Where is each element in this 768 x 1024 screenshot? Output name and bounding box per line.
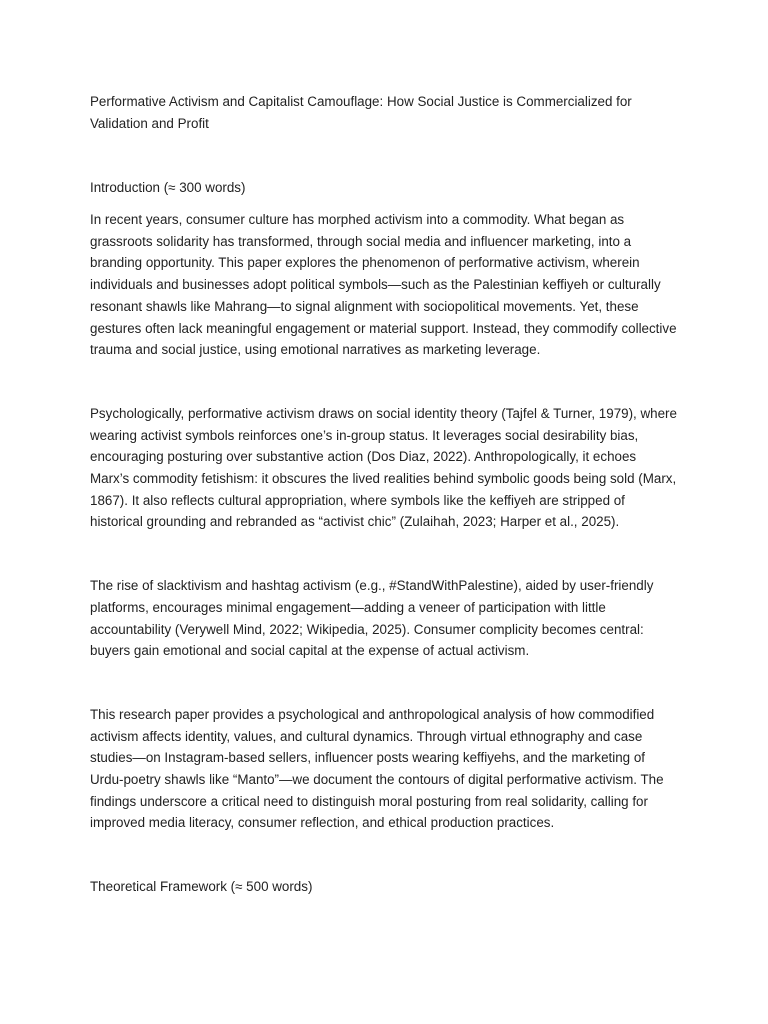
section-heading-introduction: Introduction (≈ 300 words) [90,180,246,195]
document-title: Performative Activism and Capitalist Camouflage: How Social Justice is Commercialized for Validation and Profit [90,94,632,131]
intro-paragraph-4: This research paper provides a psychological and anthropological analysis of how commodified activism affects identity, values, and cultural dynamics. Through virtual ethnography and case studies—on Instagram-based sellers, influencer posts wearing keffiyehs, and the marketing of Urdu-poetry shawls like “Manto”—we document the contours of digital performative activism. The findings underscore a critical need to distinguish moral posturing from real solidarity, calling for improved media literacy, consumer reflection, and ethical production practices. [90,706,664,831]
document-page [90,91,678,908]
section-heading-theoretical-framework: Theoretical Framework (≈ 500 words) [90,879,313,895]
intro-paragraph-2: Psychologically, performative activism draws on social identity theory (Tajfel & Turner, 1979), where wearing activist symbols reinforces one’s in-group status. It leverages social desirability bias, encouraging posturing over substantive action (Dos Diaz, 2022). Anthropologically, it echoes Marx’s commodity fetishism: it obscures the lived realities behind symbolic goods being sold (Marx, 1867). It also reflects cultural appropriation, where symbols like the keffiyeh are stripped of historical grounding and rebranded as “activist chic” (Zulaihah, 2023; Harper et al., 2025). [90,405,677,530]
intro-paragraph-3: The rise of slacktivism and hashtag activism (e.g., #StandWithPalestine), aided by user-friendly platforms, encourages minimal engagement—adding a veneer of participation with little accountability (Verywell Mind, 2022; Wikipedia, 2025). Consumer complicity becomes central: buyers gain emotional and social capital at the expense of actual activism. [90,578,654,659]
intro-paragraph-1: In recent years, consumer culture has morphed activism into a commodity. What began as grassroots solidarity has transformed, through social media and influencer marketing, into a branding opportunity. This paper explores the phenomenon of performative activism, wherein individuals and businesses adopt political symbols—such as the Palestinian keffiyeh or culturally resonant shawls like Mahrang—to signal alignment with sociopolitical movements. Yet, these gestures often lack meaningful engagement or material support. Instead, they commodify collective trauma and social justice, using emotional narratives as marketing leverage. [90,212,677,358]
